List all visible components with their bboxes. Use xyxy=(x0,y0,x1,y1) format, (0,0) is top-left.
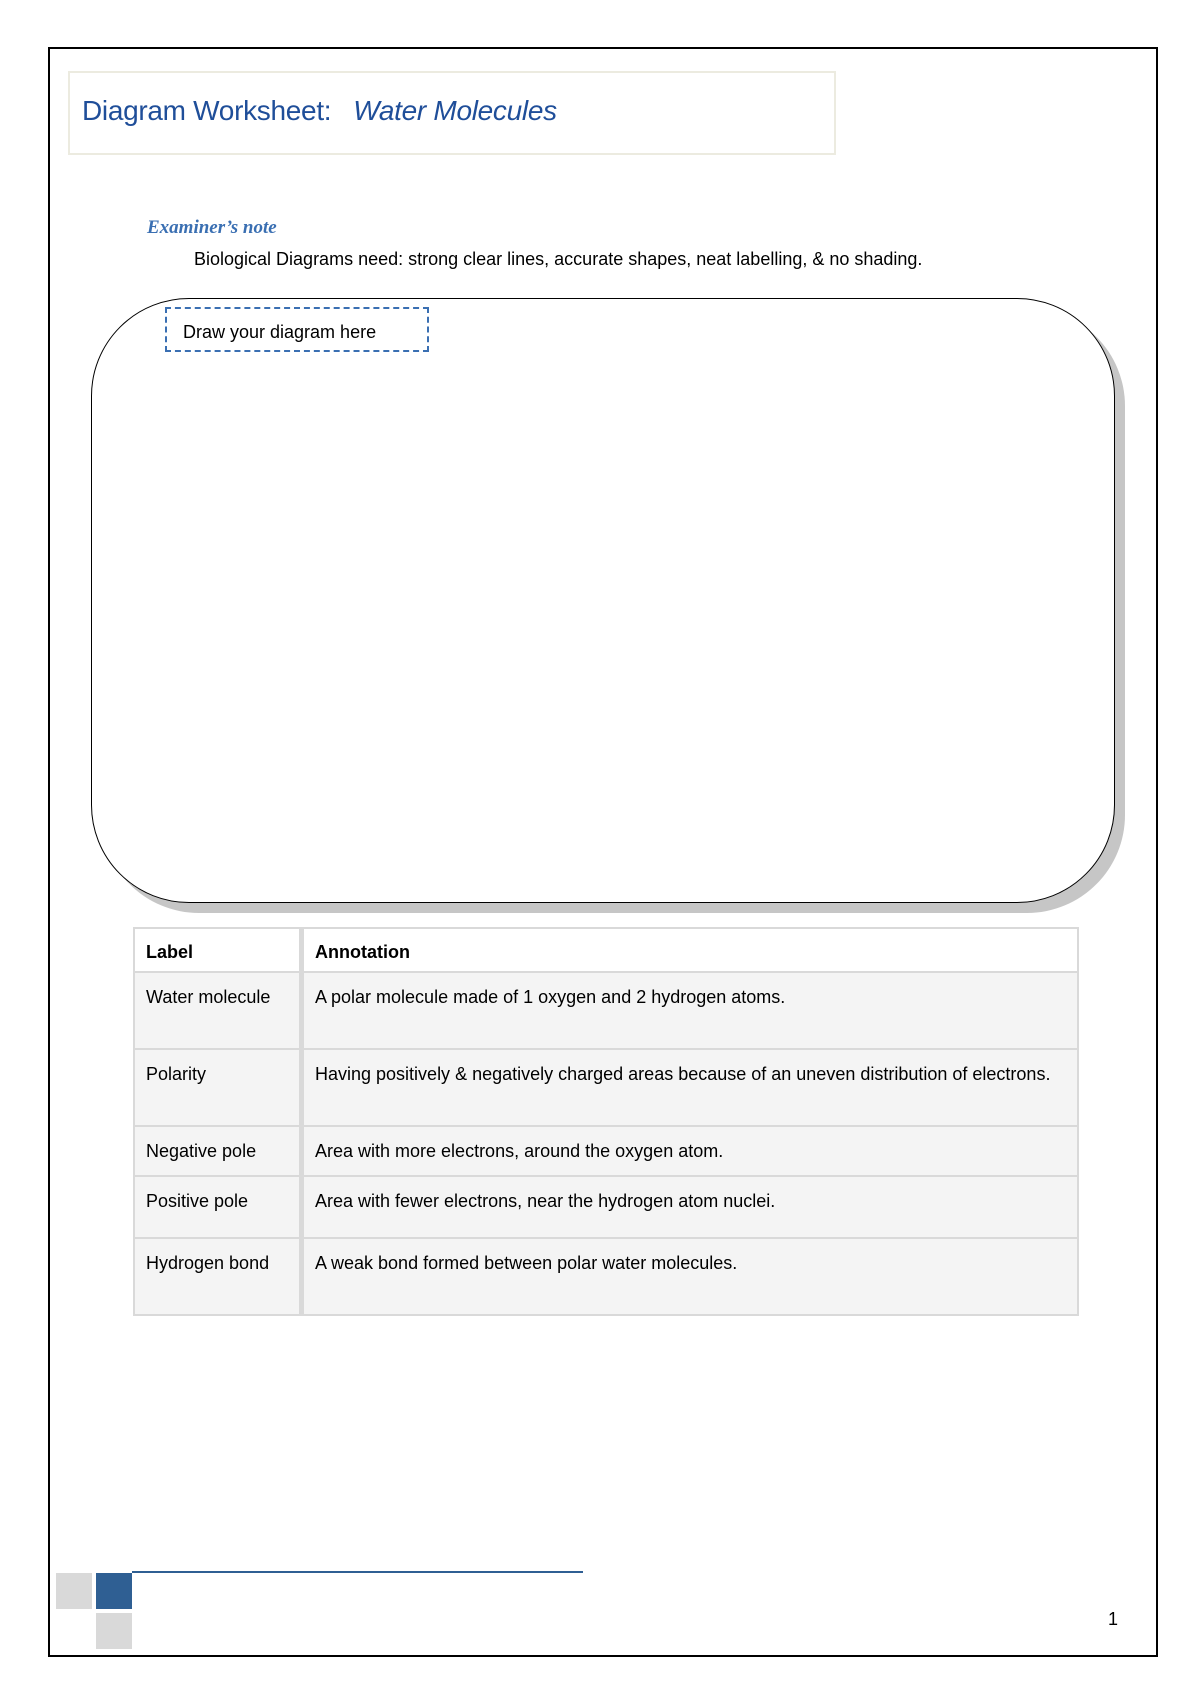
drawing-prompt: Draw your diagram here xyxy=(165,307,429,352)
table-row xyxy=(134,1049,1078,1126)
table-header-row xyxy=(134,928,1078,972)
title-main: Diagram Worksheet: xyxy=(82,95,332,126)
row-label: Negative pole xyxy=(134,1126,302,1176)
annotation-table xyxy=(133,927,1079,1316)
title-box xyxy=(68,71,836,155)
row-annotation: Area with fewer electrons, near the hydrogen atom nuclei. xyxy=(302,1176,1079,1238)
footer-rule xyxy=(132,1571,583,1573)
drawing-area[interactable] xyxy=(91,298,1115,903)
table-row xyxy=(134,1238,1078,1315)
title-subject: Water Molecules xyxy=(353,95,557,126)
row-label: Hydrogen bond xyxy=(134,1238,302,1315)
table-row xyxy=(134,972,1078,1049)
header-label: Label xyxy=(134,928,302,972)
examiner-note-heading: Examiner’s note xyxy=(147,217,277,238)
row-annotation: Area with more electrons, around the oxygen atom. xyxy=(302,1126,1079,1176)
footer-grey-square xyxy=(56,1573,92,1609)
table-row xyxy=(134,1176,1078,1238)
table-row xyxy=(134,1126,1078,1176)
row-label: Polarity xyxy=(134,1049,302,1126)
footer-blue-square xyxy=(96,1573,132,1609)
row-label: Positive pole xyxy=(134,1176,302,1238)
row-annotation: Having positively & negatively charged areas because of an uneven distribution of electrons. xyxy=(302,1049,1079,1126)
footer-grey-square xyxy=(96,1613,132,1649)
page-number: 1 xyxy=(1108,1609,1119,1629)
row-annotation: A polar molecule made of 1 oxygen and 2 hydrogen atoms. xyxy=(302,972,1079,1049)
header-annotation: Annotation xyxy=(302,928,1079,972)
row-label: Water molecule xyxy=(134,972,302,1049)
examiner-note-text: Biological Diagrams need: strong clear lines, accurate shapes, neat labelling, & no shading. xyxy=(194,249,923,269)
page-title xyxy=(82,95,557,127)
row-annotation: A weak bond formed between polar water molecules. xyxy=(302,1238,1079,1315)
